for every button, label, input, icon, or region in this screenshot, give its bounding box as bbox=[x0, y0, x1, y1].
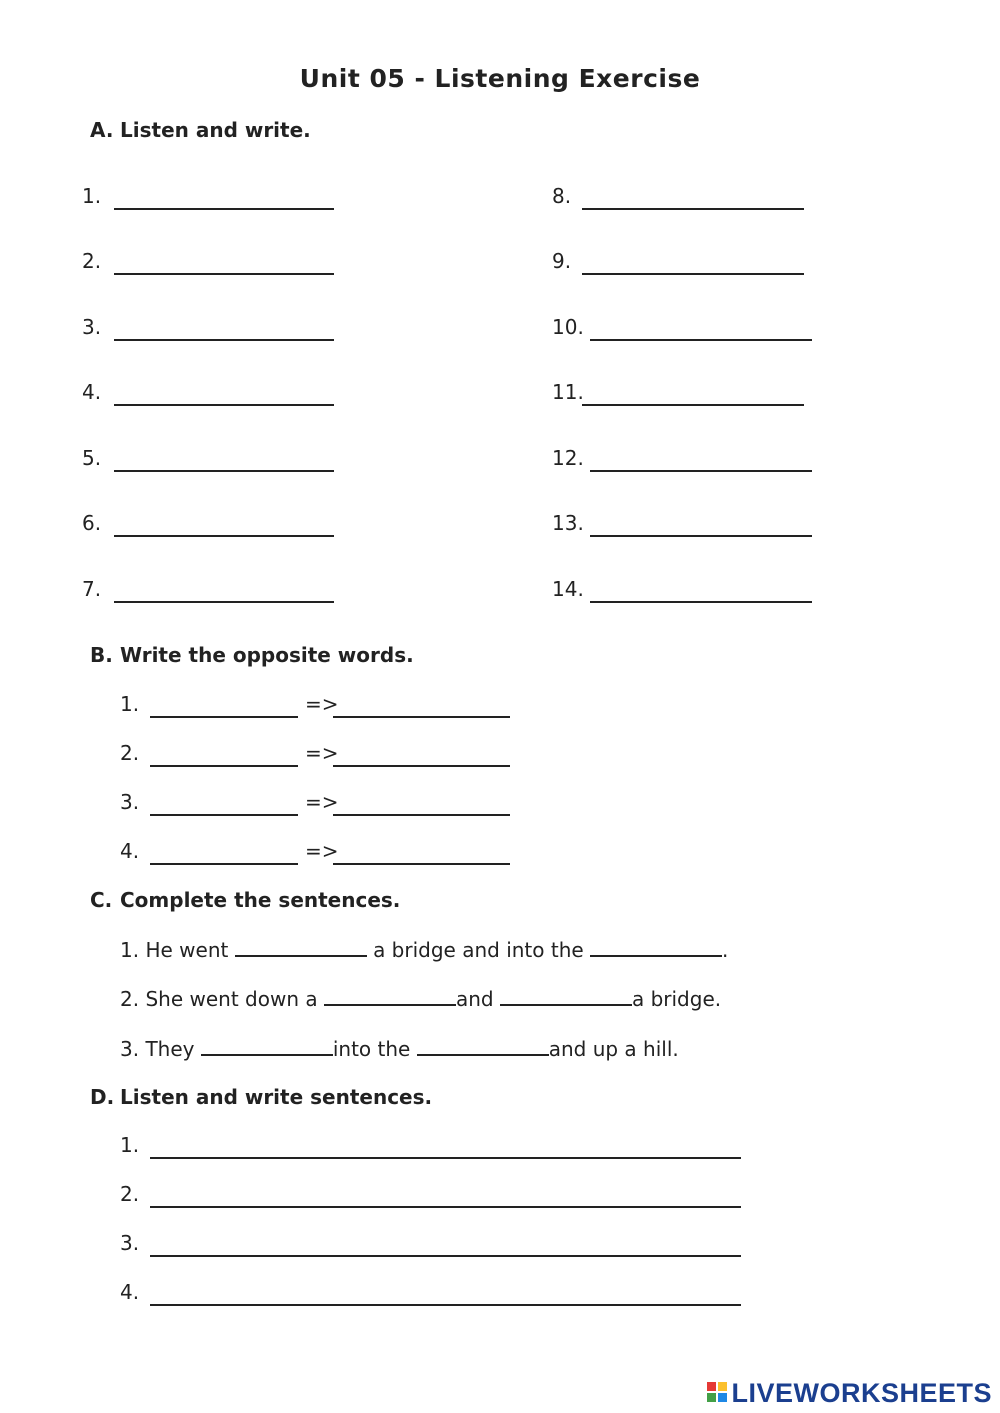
answer-blank[interactable] bbox=[590, 470, 812, 472]
d-item-number: 2. bbox=[120, 1182, 140, 1206]
logo-mark-icon bbox=[707, 1382, 729, 1404]
sentence-blank[interactable] bbox=[201, 1036, 333, 1056]
d-item-number: 3. bbox=[120, 1231, 140, 1255]
a-item-number: 10. bbox=[552, 315, 584, 339]
logo-text: LIVEWORKSHEETS bbox=[731, 1378, 992, 1408]
answer-blank[interactable] bbox=[114, 273, 334, 275]
section-a-title: Listen and write. bbox=[120, 118, 311, 142]
a-item-number: 1. bbox=[82, 184, 102, 208]
section-c-title: Complete the sentences. bbox=[120, 888, 401, 912]
answer-blank[interactable] bbox=[590, 601, 812, 603]
d-item-number: 1. bbox=[120, 1133, 140, 1157]
a-item-number: 6. bbox=[82, 511, 102, 535]
page-title: Unit 05 - Listening Exercise bbox=[299, 64, 701, 93]
section-b-letter: B. bbox=[90, 643, 113, 667]
a-item-number: 12. bbox=[552, 446, 584, 470]
b-item-number: 2. bbox=[120, 741, 140, 765]
word-blank[interactable] bbox=[150, 863, 298, 865]
answer-blank[interactable] bbox=[582, 208, 804, 210]
section-a-heading bbox=[90, 118, 311, 142]
answer-blank[interactable] bbox=[590, 535, 812, 537]
liveworksheets-logo bbox=[707, 1378, 992, 1409]
sentence-blank[interactable] bbox=[417, 1036, 549, 1056]
answer-blank[interactable] bbox=[582, 273, 804, 275]
c-item-number: 2. bbox=[120, 987, 140, 1011]
sentence-text: . bbox=[722, 938, 729, 962]
sentence-text: and bbox=[455, 987, 494, 1011]
answer-blank[interactable] bbox=[114, 601, 334, 603]
section-a-letter: A. bbox=[90, 118, 114, 142]
word-blank[interactable] bbox=[150, 716, 298, 718]
sentence-text: She went down a bbox=[145, 987, 318, 1011]
answer-blank[interactable] bbox=[114, 208, 334, 210]
opposite-blank[interactable] bbox=[333, 814, 510, 816]
d-item-number: 4. bbox=[120, 1280, 140, 1304]
opposite-blank[interactable] bbox=[333, 716, 510, 718]
sentence-text: a bridge and into the bbox=[373, 938, 584, 962]
a-item-number: 13. bbox=[552, 511, 584, 535]
sentence-blank[interactable] bbox=[590, 937, 722, 957]
arrow-text: => bbox=[305, 839, 339, 863]
answer-blank[interactable] bbox=[114, 535, 334, 537]
a-item-number: 11. bbox=[552, 380, 584, 404]
sentence-line[interactable] bbox=[150, 1304, 741, 1306]
sentence-blank[interactable] bbox=[500, 986, 632, 1006]
sentence-text: and up a hill. bbox=[548, 1037, 679, 1061]
sentence-text: They bbox=[145, 1037, 195, 1061]
answer-blank[interactable] bbox=[114, 339, 334, 341]
section-d-heading bbox=[90, 1085, 432, 1109]
answer-blank[interactable] bbox=[114, 404, 334, 406]
sentence-line[interactable] bbox=[150, 1206, 741, 1208]
opposite-blank[interactable] bbox=[333, 765, 510, 767]
sentence-blank[interactable] bbox=[324, 986, 456, 1006]
answer-blank[interactable] bbox=[114, 470, 334, 472]
sentence-3 bbox=[120, 1036, 679, 1061]
section-d-letter: D. bbox=[90, 1085, 115, 1109]
section-b-title: Write the opposite words. bbox=[120, 643, 414, 667]
section-c-letter: C. bbox=[90, 888, 113, 912]
sentence-blank[interactable] bbox=[235, 937, 367, 957]
c-item-number: 1. bbox=[120, 938, 140, 962]
a-item-number: 14. bbox=[552, 577, 584, 601]
a-item-number: 2. bbox=[82, 249, 102, 273]
section-d-title: Listen and write sentences. bbox=[120, 1085, 433, 1109]
answer-blank[interactable] bbox=[582, 404, 804, 406]
sentence-line[interactable] bbox=[150, 1255, 741, 1257]
sentence-2 bbox=[120, 986, 721, 1011]
b-item-number: 3. bbox=[120, 790, 140, 814]
b-item-number: 4. bbox=[120, 839, 140, 863]
section-b-heading bbox=[90, 643, 414, 667]
c-item-number: 3. bbox=[120, 1037, 140, 1061]
b-item-number: 1. bbox=[120, 692, 140, 716]
a-item-number: 9. bbox=[552, 249, 572, 273]
section-c-heading bbox=[90, 888, 400, 912]
arrow-text: => bbox=[305, 790, 339, 814]
sentence-1 bbox=[120, 937, 728, 962]
a-item-number: 8. bbox=[552, 184, 572, 208]
sentence-text: into the bbox=[332, 1037, 411, 1061]
a-item-number: 4. bbox=[82, 380, 102, 404]
sentence-text: a bridge. bbox=[631, 987, 722, 1011]
word-blank[interactable] bbox=[150, 765, 298, 767]
a-item-number: 3. bbox=[82, 315, 102, 339]
word-blank[interactable] bbox=[150, 814, 298, 816]
arrow-text: => bbox=[305, 741, 339, 765]
opposite-blank[interactable] bbox=[333, 863, 510, 865]
arrow-text: => bbox=[305, 692, 339, 716]
sentence-text: He went bbox=[145, 938, 229, 962]
a-item-number: 7. bbox=[82, 577, 102, 601]
a-item-number: 5. bbox=[82, 446, 102, 470]
sentence-line[interactable] bbox=[150, 1157, 741, 1159]
answer-blank[interactable] bbox=[590, 339, 812, 341]
